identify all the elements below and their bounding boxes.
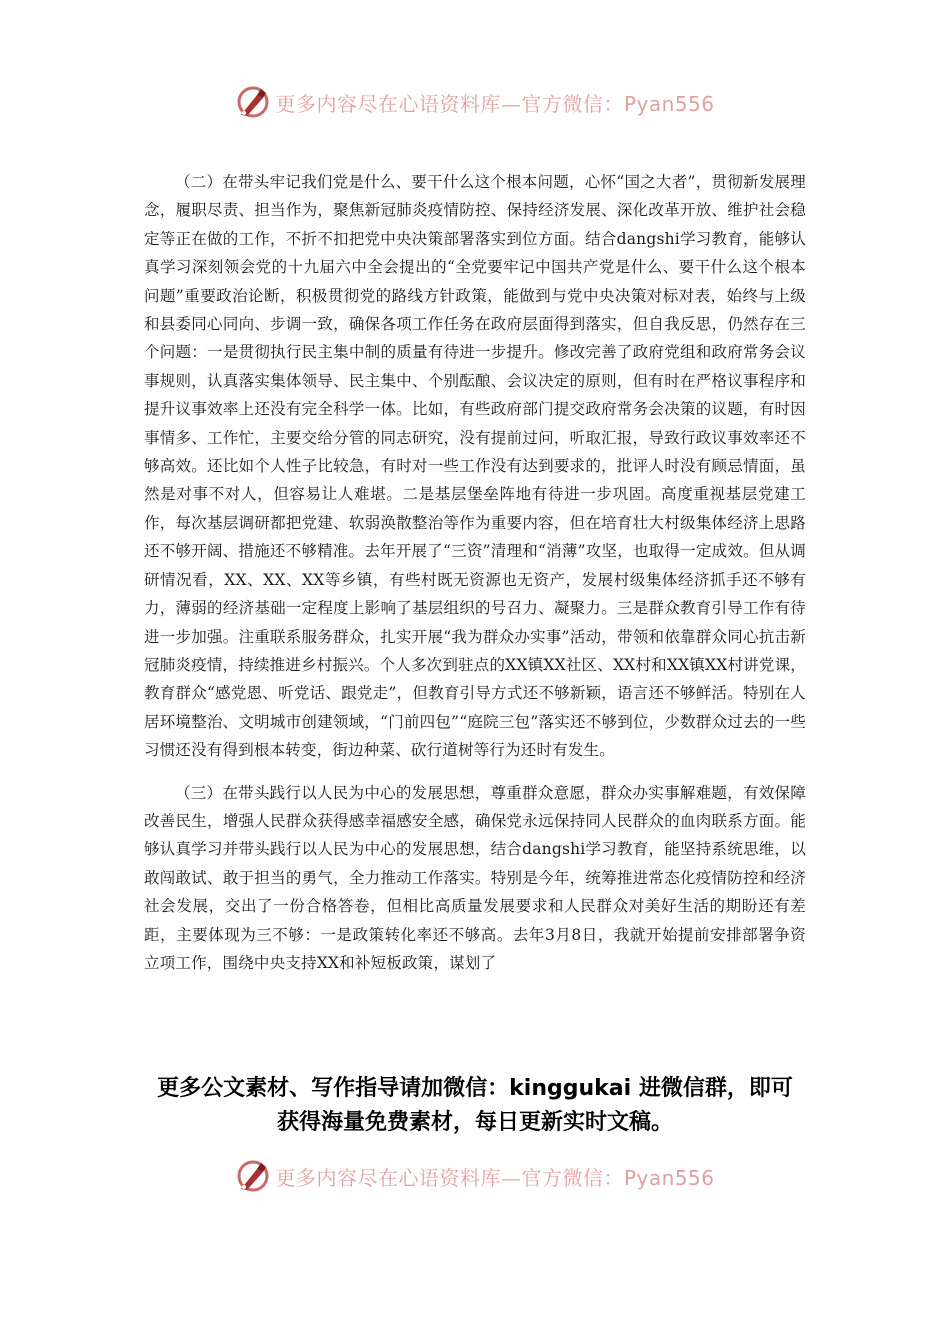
paragraph-section-3: （三）在带头践行以人民为中心的发展思想，尊重群众意愿，群众办实事解难题，有效保障改善民生，增强人民群众获得感幸福感安全感，确保党永远保持同人民群众的血肉联系方面。能够认真学习并带头践行以人民为中心的发展思想，结合dangshi学习教育，能坚持系统思维，以敢闯敢试、敢于担当的勇气，全力推动工作落实。特别是今年，统筹推进常态化疫情防控和经济社会发展，交出了一份合格答卷，但相比高质量发展要求和人民群众对美好生活的期盼还有差距，主要体现为三不够：一是政策转化率还不够高。去年3月8日，我就开始提前安排部署争资立项工作，围绕中央支持XX和补短板政策，谋划了 bbox=[144, 783, 806, 972]
document-body bbox=[144, 168, 806, 977]
pen-nib-logo-icon bbox=[235, 84, 271, 120]
banner-handle: Pyan556 bbox=[623, 1165, 715, 1190]
banner-text bbox=[275, 88, 714, 117]
promo-line-2: 获得海量免费素材，每日更新实时文稿。 bbox=[276, 1110, 673, 1135]
pen-nib-logo-icon bbox=[235, 1158, 271, 1194]
banner-text bbox=[275, 1162, 714, 1191]
promo-notice bbox=[100, 1072, 850, 1140]
banner-title: 更多内容尽在心语资料库—官方微信： bbox=[275, 1165, 624, 1190]
paragraph-section-2: （二）在带头牢记我们党是什么、要干什么这个根本问题，心怀“国之大者”，贯彻新发展理念，履职尽责、担当作为，聚焦新冠肺炎疫情防控、保持经济发展、深化改革开放、维护社会稳定等正在做的工作，不折不扣把党中央决策部署落实到位方面。结合dangshi学习教育，能够认真学习深刻领会党的十九届六中全会提出的“全党要牢记中国共产党是什么、要干什么这个根本问题”重要政治论断，积极贯彻党的路线方针政策，能做到与党中央决策对标对表，始终与上级和县委同心同向、步调一致，确保各项工作任务在政府层面得到落实，但自我反思，仍然存在三个问题：一是贯彻执行民主集中制的质量有待进一步提升。修改完善了政府党组和政府常务会议事规则，认真落实集体领导、民主集中、个别酝酿、会议决定的原则，但有时在严格议事程序和提升议事效率上还没有完全科学一体。比如，有些政府部门提交政府常务会决策的议题，有时因事情多、工作忙，主要交给分管的同志研究，没有提前过问，听取汇报，导致行政议事效率还不够高效。还比如个人性子比较急，有时对一些工作没有达到要求的，批评人时没有顾忌情面，虽然是对事不对人，但容易让人难堪。二是基层堡垒阵地有待进一步巩固。高度重视基层党建工作，每次基层调研都把党建、软弱涣散整治等作为重要内容，但在培育壮大村级集体经济上思路还不够开阔、措施还不够精准。去年开展了“三资”清理和“消薄”攻坚，也取得一定成效。但从调研情况看，XX、XX、XX等乡镇，有些村既无资源也无资产，发展村级集体经济抓手还不够有力，薄弱的经济基础一定程度上影响了基层组织的号召力、凝聚力。三是群众教育引导工作有待进一步加强。注重联系服务群众，扎实开展“我为群众办实事”活动，带领和依靠群众同心抗击新冠肺炎疫情，持续推进乡村振兴。个人多次到驻点的XX镇XX社区、XX村和XX镇XX村讲党课，教育群众“感党恩、听党话、跟党走”，但教育引导方式还不够新颖，语言还不够鲜活。特别在人居环境整治、文明城市创建领域，“门前四包”“庭院三包”落实还不够到位，少数群众过去的一些习惯还没有得到根本转变，街边种菜、砍行道树等行为还时有发生。 bbox=[144, 173, 806, 760]
promo-line-1: 更多公文素材、写作指导请加微信：kinggukai 进微信群，即可 bbox=[157, 1076, 793, 1101]
banner-title: 更多内容尽在心语资料库—官方微信： bbox=[275, 91, 624, 116]
header-banner bbox=[0, 82, 950, 122]
footer-banner bbox=[0, 1156, 950, 1196]
banner-handle: Pyan556 bbox=[623, 91, 715, 116]
